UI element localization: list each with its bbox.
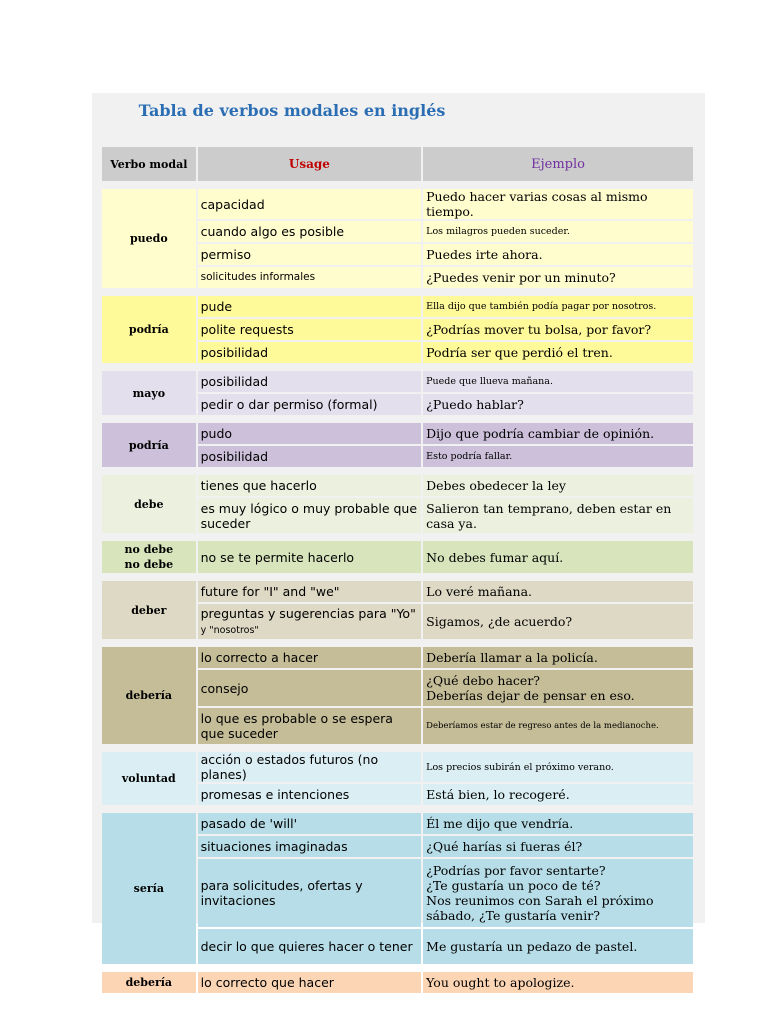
example-cell: Deberíamos estar de regreso antes de la medianoche. [423,708,693,744]
example-cell: Los precios subirán el próximo verano. [423,752,693,782]
verb-cell: voluntad [102,752,196,805]
group-spacer [102,575,693,579]
spacer-cell [102,746,693,750]
usage-cell [198,296,422,317]
example-cell: ¿Puedes venir por un minuto? [423,267,693,288]
verb-cell: sería [102,813,196,964]
usage-text: tienes que hacerlo [200,478,317,493]
usage-cell [198,342,422,363]
group-spacer [102,535,693,539]
example-cell: Puedes irte ahora. [423,244,693,265]
usage-cell [198,708,422,744]
usage-cell [198,423,422,444]
usage-cell [198,836,422,857]
usage-cell [198,647,422,668]
usage-cell [198,972,422,993]
header-verb: Verbo modal [102,147,196,181]
table-row [102,296,693,317]
group-spacer [102,746,693,750]
example-cell: Los milagros pueden suceder. [423,221,693,242]
group-spacer [102,365,693,369]
table-row [102,972,693,993]
verb-cell: puedo [102,189,196,288]
usage-cell [198,859,422,927]
table-row [102,475,693,496]
usage-cell [198,581,422,602]
usage-text: es muy lógico o muy probable que suceder [200,500,418,531]
table-body [102,183,693,993]
spacer-cell [102,183,693,187]
usage-text: posibilidad [200,374,269,389]
example-cell: Está bien, lo recogeré. [423,784,693,805]
usage-cell [198,475,422,496]
example-cell: You ought to apologize. [423,972,693,993]
usage-text: pedir o dar permiso (formal) [200,397,378,412]
example-cell: Dijo que podría cambiar de opinión. [423,423,693,444]
example-cell: ¿Podrías mover tu bolsa, por favor? [423,319,693,340]
usage-text: preguntas y sugerencias para "Yo" [200,605,416,621]
spacer-cell [102,807,693,811]
usage-cell [198,604,422,639]
group-spacer [102,417,693,421]
usage-text: promesas e intenciones [200,787,350,802]
usage-text: consejo [200,680,249,696]
usage-text: pasado de 'will' [200,816,298,831]
modal-verbs-table [100,145,695,995]
table-header-row [102,147,693,181]
usage-text: permiso [200,247,251,262]
usage-text: para solicitudes, ofertas y invitaciones [200,878,363,908]
example-cell: ¿Qué debo hacer? Deberías dejar de pensar en eso. [423,670,693,706]
group-spacer [102,807,693,811]
spacer-cell [102,966,693,970]
usage-cell [198,189,422,219]
table-row [102,813,693,834]
usage-text: lo correcto que hacer [200,975,334,990]
table-row [102,541,693,573]
usage-cell [198,319,422,340]
usage-cell [198,371,422,392]
example-cell: Esto podría fallar. [423,446,693,467]
usage-cell [198,670,422,706]
example-cell: No debes fumar aquí. [423,541,693,573]
usage-cell [198,394,422,415]
verb-cell: debe [102,475,196,533]
table-row [102,189,693,219]
usage-text: no se te permite hacerlo [200,549,355,565]
example-cell: Él me dijo que vendría. [423,813,693,834]
usage-text: pude [200,299,233,314]
example-cell: Sigamos, ¿de acuerdo? [423,604,693,639]
spacer-cell [102,417,693,421]
verb-cell: podría [102,423,196,467]
verb-cell: podría [102,296,196,363]
spacer-cell [102,575,693,579]
example-cell: Ella dijo que también podía pagar por nosotros. [423,296,693,317]
spacer-cell [102,535,693,539]
usage-cell [198,929,422,964]
spacer-cell [102,290,693,294]
usage-text: cuando algo es posible [200,224,345,239]
usage-cell [198,446,422,467]
header-example: Ejemplo [423,147,693,181]
usage-text: lo que es probable o se espera que suceder [200,711,393,741]
example-cell: Debes obedecer la ley [423,475,693,496]
usage-text: capacidad [200,196,265,212]
usage-cell [198,244,422,265]
usage-text: lo correcto a hacer [200,650,319,665]
table-row [102,752,693,782]
table-row [102,647,693,668]
verb-cell: debería [102,647,196,744]
verb-cell: deber [102,581,196,639]
group-spacer [102,966,693,970]
table-row [102,371,693,392]
group-spacer [102,183,693,187]
page-title: Tabla de verbos modales en inglés [138,101,446,120]
usage-text: posibilidad [200,345,269,360]
example-cell: Puede que llueva mañana. [423,371,693,392]
header-usage: Usage [198,147,422,181]
usage-text: future for "I" and "we" [200,584,340,599]
spacer-cell [102,469,693,473]
table-row [102,423,693,444]
example-cell: ¿Qué harías si fueras él? [423,836,693,857]
usage-subtext: y "nosotros" [200,624,259,636]
table-row [102,581,693,602]
example-cell: Me gustaría un pedazo de pastel. [423,929,693,964]
example-cell: Puedo hacer varias cosas al mismo tiempo. [423,189,693,219]
group-spacer [102,641,693,645]
usage-cell [198,541,422,573]
usage-cell [198,784,422,805]
usage-text: decir lo que quieres hacer o tener [200,939,413,954]
usage-text: solicitudes informales [200,271,316,283]
verb-cell: debería [102,972,196,993]
verb-cell: mayo [102,371,196,415]
group-spacer [102,290,693,294]
usage-text: acción o estados futuros (no planes) [200,752,379,782]
example-cell: Podría ser que perdió el tren. [423,342,693,363]
example-cell: ¿Puedo hablar? [423,394,693,415]
usage-text: situaciones imaginadas [200,839,348,854]
usage-text: polite requests [200,322,294,337]
example-cell: ¿Podrías por favor sentarte? ¿Te gustaría un poco de té? Nos reunimos con Sarah el próximo sábado, ¿Te gustaría venir? [423,859,693,927]
group-spacer [102,469,693,473]
verb-cell: no debe no debe [102,541,196,573]
example-cell: Lo veré mañana. [423,581,693,602]
usage-cell [198,752,422,782]
usage-text: pudo [200,426,233,441]
usage-cell [198,813,422,834]
usage-cell [198,221,422,242]
usage-cell [198,498,422,533]
spacer-cell [102,365,693,369]
spacer-cell [102,641,693,645]
usage-cell [198,267,422,288]
usage-text: posibilidad [200,449,269,464]
example-cell: Salieron tan temprano, deben estar en casa ya. [423,498,693,533]
example-cell: Debería llamar a la policía. [423,647,693,668]
